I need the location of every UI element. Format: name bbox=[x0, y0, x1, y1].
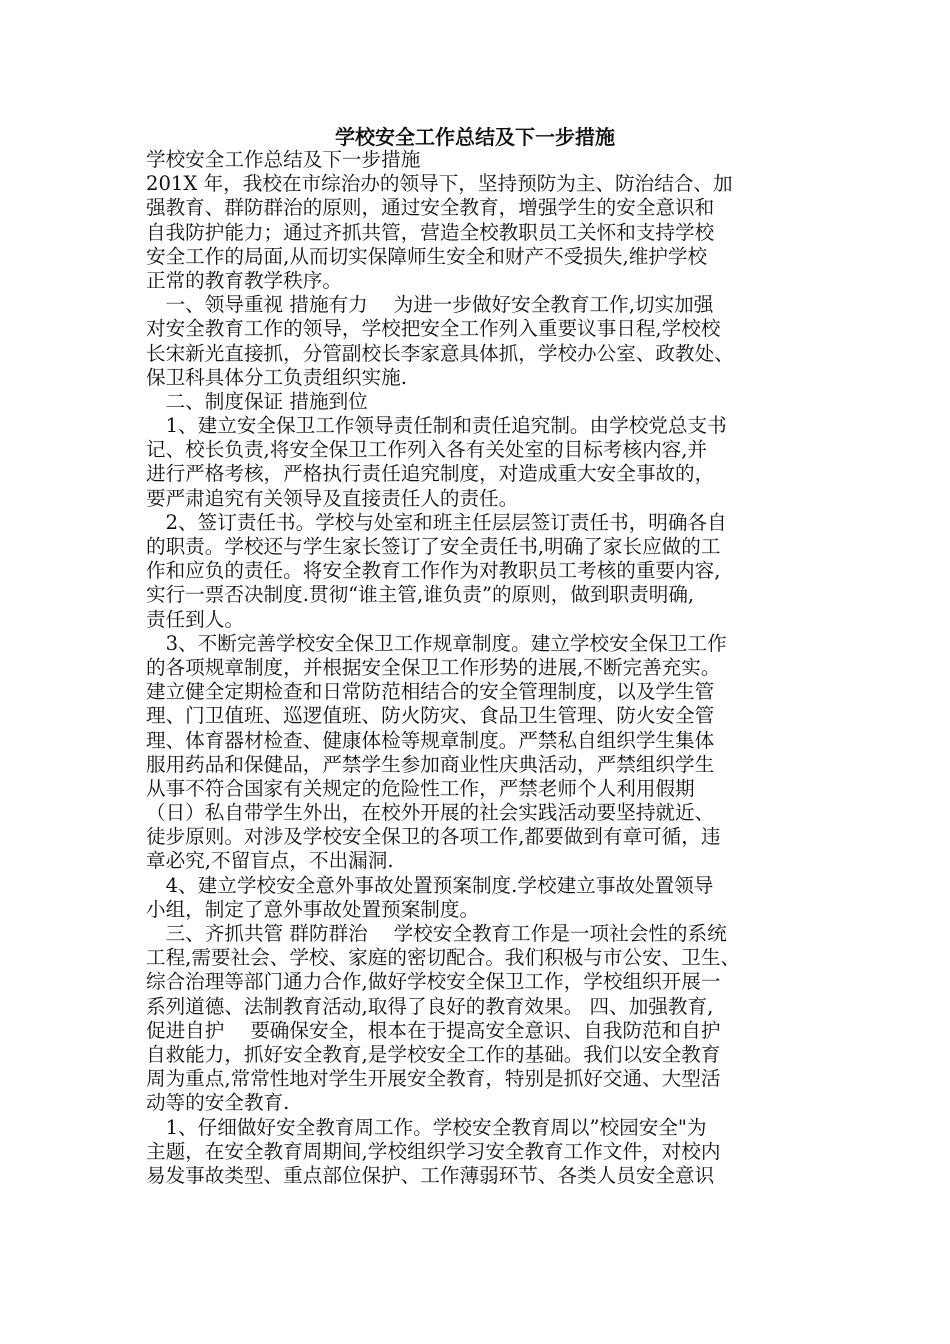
text-line: 的各项规章制度，并根据安全保卫工作形势的进展,不断完善充实。 bbox=[146, 655, 721, 679]
text-line: 主题，在安全教育周期间,学校组织学习安全教育工作文件，对校内 bbox=[146, 1139, 721, 1163]
text-line: 1、仔细做好安全教育周工作。学校安全教育周以”校园安全"为 bbox=[146, 1115, 707, 1139]
text-line: 一、领导重视 措施有力 为进一步做好安全教育工作,切实加强 bbox=[146, 293, 714, 317]
text-line: 安全工作的局面,从而切实保障师生安全和财产不受损失,维护学校 bbox=[146, 244, 708, 268]
text-line: 工程,需要社会、学校、家庭的密切配合。我们积极与市公安、卫生、 bbox=[146, 946, 741, 970]
text-line: 记、校长负责,将安全保卫工作列入各有关处室的目标考核内容,并 bbox=[146, 438, 708, 462]
text-line: 学校安全工作总结及下一步措施 bbox=[146, 148, 421, 171]
text-line: 进行严格考核，严格执行责任追究制度，对造成重大安全事故的， bbox=[146, 462, 715, 486]
text-line: 徒步原则。对涉及学校安全保卫的各项工作,都要做到有章可循，违 bbox=[146, 825, 721, 849]
text-line: 4、建立学校安全意外事故处置预案制度.学校建立事故处置领导 bbox=[146, 873, 714, 897]
text-line: 保卫科具体分工负责组织实施. bbox=[146, 365, 407, 389]
text-line: 周为重点,常常性地对学生开展安全教育，特别是抓好交通、大型活 bbox=[146, 1067, 721, 1091]
text-line: 3、不断完善学校安全保卫工作规章制度。建立学校安全保卫工作 bbox=[146, 631, 727, 655]
text-line: 作和应负的责任。将安全教育工作作为对教职员工考核的重要内容, bbox=[146, 559, 721, 583]
text-line: 自救能力，抓好安全教育,是学校安全工作的基础。我们以安全教育 bbox=[146, 1042, 721, 1066]
text-line: 从事不符合国家有关规定的危险性工作，严禁老师个人利用假期 bbox=[146, 776, 695, 800]
text-line: 自我防护能力；通过齐抓共管，营造全校教职员工关怀和支持学校 bbox=[146, 220, 715, 244]
text-line: 章必究,不留盲点，不出漏洞. bbox=[146, 849, 394, 873]
text-line: 强教育、群防群治的原则，通过安全教育，增强学生的安全意识和 bbox=[146, 196, 715, 220]
document-title: 学校安全工作总结及下一步措施 bbox=[335, 125, 615, 149]
text-line: 易发事故类型、重点部位保护、工作薄弱环节、各类人员安全意识 bbox=[146, 1163, 715, 1187]
text-line: 责任到人。 bbox=[146, 607, 244, 631]
text-line: 201X 年，我校在市综治办的领导下，坚持预防为主、防治结合、加 bbox=[146, 172, 733, 196]
text-line: 理、门卫值班、巡逻值班、防火防灾、食品卫生管理、防火安全管 bbox=[146, 704, 715, 728]
text-line: 理、体育器材检查、健康体检等规章制度。严禁私自组织学生集体 bbox=[146, 728, 715, 752]
text-line: 正常的教育教学秩序。 bbox=[146, 268, 342, 292]
text-line: 综合治理等部门通力合作,做好学校安全保卫工作，学校组织开展一 bbox=[146, 970, 721, 994]
text-line: 二、制度保证 措施到位 bbox=[146, 389, 368, 413]
text-line: 的职责。学校还与学生家长签订了安全责任书,明确了家长应做的工 bbox=[146, 535, 721, 558]
text-line: 对安全教育工作的领导，学校把安全工作列入重要议事日程,学校校 bbox=[146, 317, 721, 341]
text-line: 系列道德、法制教育活动,取得了良好的教育效果。 四、加强教育, bbox=[146, 994, 714, 1018]
text-line: 1、建立安全保卫工作领导责任制和责任追究制。由学校党总支书 bbox=[146, 414, 727, 438]
text-line: 动等的安全教育. bbox=[146, 1091, 290, 1115]
text-line: 小组，制定了意外事故处置预案制度。 bbox=[146, 897, 480, 921]
text-line: 长宋新光直接抓，分管副校长李家意具体抓，学校办公室、政教处、 bbox=[146, 341, 734, 365]
text-line: 三、齐抓共管 群防群治 学校安全教育工作是一项社会性的系统 bbox=[146, 922, 727, 945]
text-line: （日）私自带学生外出，在校外开展的社会实践活动要坚持就近、 bbox=[146, 801, 715, 825]
text-line: 2、签订责任书。学校与处室和班主任层层签订责任书，明确各自 bbox=[146, 510, 727, 534]
text-line: 促进自护 要确保安全，根本在于提高安全意识、自我防范和自护 bbox=[146, 1018, 721, 1042]
text-line: 实行一票否决制度.贯彻“谁主管,谁负责”的原则，做到职责明确, bbox=[146, 583, 695, 607]
document-body bbox=[146, 148, 816, 1188]
text-line: 服用药品和保健品，严禁学生参加商业性庆典活动，严禁组织学生 bbox=[146, 752, 715, 776]
text-line: 建立健全定期检查和日常防范相结合的安全管理制度，以及学生管 bbox=[146, 680, 715, 704]
text-line: 要严肃追究有关领导及直接责任人的责任。 bbox=[146, 486, 519, 510]
